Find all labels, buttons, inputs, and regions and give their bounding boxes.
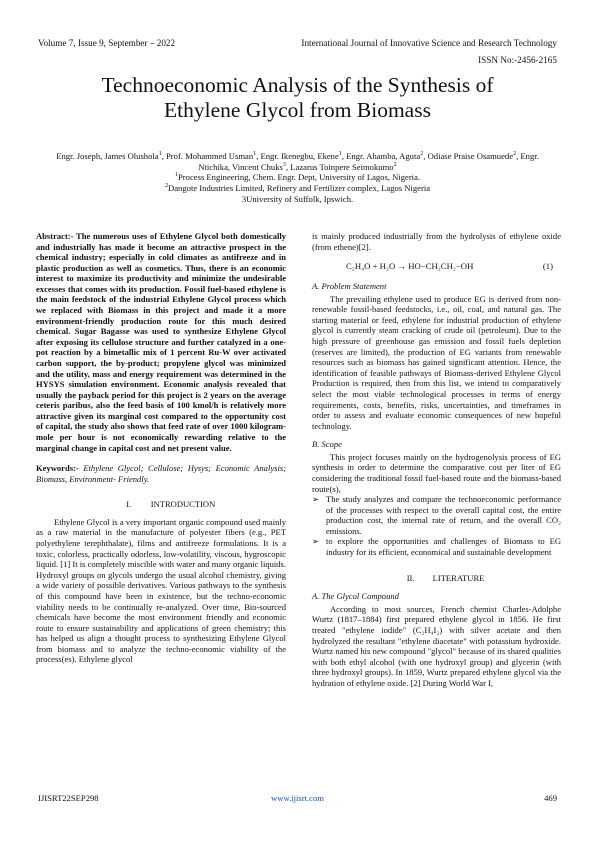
author-block bbox=[48, 151, 547, 205]
right-column bbox=[312, 231, 561, 688]
subsection-glycol-compound: A. The Glycol Compound bbox=[312, 591, 399, 602]
section-heading-introduction: I. INTRODUCTION bbox=[126, 499, 216, 510]
section-heading-literature: II. LITERATURE bbox=[406, 572, 485, 583]
intro-paragraph: Ethylene Glycol is a very important organic compound used mainly as a raw material in the manufacture of polyester fibers (e.g., PET polyethylene terephthalate), films and antifreeze formulations. It is a toxic, colorless, practically odorless, low-volatility, viscous, hygroscopic liquid. [1] It is completely miscible with water and many organic liquids. Hydroxyl groups on glycols undergo the usual alcohol chemistry, giving a wide variety of possible derivatives. Various pathways to the synthesis of this compound have been in existence, but the techno-economic viability needs to be continually re-analyzed. Over time, Bio-sourced chemicals have become the most environment friendly and economic route to ensure sustainability and applications of green chemistry; this has helped us align a thought process to synthesizing Ethylene Glycol from biomass and to analyze the techno-economic viability of the process(es). Ethylene glycol bbox=[36, 516, 286, 665]
paper-id: IJISRT22SEP298 bbox=[38, 793, 99, 803]
affiliation-1: $^1$Process Engineering, Chem. Engr. Dept, University of Lagos, Nigeria. bbox=[174, 171, 421, 183]
abstract: Abstract:- The numerous uses of Ethylene Glycol both domestically and industrially has made it become an attractive prospect in the chemical industry; especially in cold climates as antifreeze and in plastic production as well as cosmetics. Thus, there is an economic interest to maximize its productivity and minimize the undesirable excesses that comes with its production. Fossil fuel-based ethylene is the main feedstock of the industrial Ethylene Glycol process which we replaced with Biomass in this project and made it a more environment-friendly production route for this much desired chemical. Sugar Bagasse was used to synthesize Ethylene Glycol after exposing its cellulose structure and further catalyzed in a one-pot reaction by a bimetallic mix of 1 percent Ru-W over activated carbon support, the by-product; propylene glycol was minimized and the utility, mass and energy requirement was determined in the HYSYS simulation environment. Economic analysis revealed that usually the payback period for this project is 2 years on the average ceteris paribus, also the feed basis of 100 kmol/h is relatively more attractive given its marginal cost compared to the opportunity cost of capital, the study also shows that feed rate of over 1000 kilogram-mole per hour is not economically rewarding relative to the marginal change in capital cost and net present value. bbox=[36, 231, 286, 453]
bullet-item: ➢ to explore the opportunities and challenges of Biomass to EG industry for its efficient, economical and sustainable development bbox=[312, 536, 561, 558]
bullet-arrow-icon: ➢ bbox=[312, 536, 320, 547]
author-name: Engr. Ikenegbu, Ekene$^1$ bbox=[260, 150, 342, 161]
page-footer bbox=[38, 793, 557, 805]
journal-website-link[interactable]: www.ijisrt.com bbox=[271, 793, 324, 803]
author-list: Engr. Joseph, James Olushola$^1$, Prof. Mohammed Usman$^1$, Engr. Ikenegbu, Ekene$^1$, Engr. Ahamba, Aguta$^2$, Odiase Praise Osamuede$^2$, Engr. Ntichika, Vincent Chuks$^3$, Lazarus Toinpere Seimokumo$^2$ bbox=[56, 150, 539, 172]
scope-paragraph: This project focuses mainly on the hydrogenolysis process of EG synthesis in order to determine the comparative cost per liter of EG considering the traditional fossil fuel-based route and the biomass-based route(s), bbox=[312, 451, 561, 494]
author-name: Lazarus Toinpere Seimokumo$^2$ bbox=[290, 160, 397, 172]
left-column bbox=[36, 231, 286, 665]
bullet-arrow-icon: ➢ bbox=[312, 494, 320, 505]
subsection-problem-statement: A. Problem Statement bbox=[312, 281, 387, 292]
keywords: Keywords:- Ethylene Glycol; Cellulose; Hysys; Economic Analysis; Biomass, Environment- Friendly. bbox=[36, 463, 286, 484]
journal-volume: Volume 7, Issue 9, September – 2022 bbox=[38, 38, 176, 48]
affiliation-2: $^2$Dangote Industries Limited, Refinery and Fertilizer complex, Lagos Nigeria bbox=[164, 182, 431, 194]
author-name: Odiase Praise Osamuede$^2$ bbox=[427, 150, 517, 161]
glycol-paragraph: According to most sources, French chemist Charles-Adolphe Wurtz (1817–1884) first prepared ethylene glycol in 1856. He first treated "ethylene iodide" (C₂H₄I₂) with silver acetate and then hydrolyzed the resultant "ethylene diacetate" with potassium hydroxide. Wurtz named his new compound "glycol" because of its shared qualities with both ethyl alcohol (with one hydroxyl group) and glycerin (with three hydroxyl groups). In 1859, Wurtz prepared ethylene glycol via the hydration of ethylene oxide. [2] During World War I, bbox=[312, 603, 561, 688]
intro-continuation: is mainly produced industrially from the hydrolysis of ethylene oxide (from ethene)[2]. bbox=[312, 231, 561, 252]
equation-1: C₂H₄O + H₂O → HO−CH₂CH₂−OH (1) bbox=[346, 261, 553, 272]
subsection-scope: B. Scope bbox=[312, 439, 342, 450]
author-name: Prof. Mohammed Usman$^1$ bbox=[166, 150, 257, 161]
paper-title bbox=[40, 73, 555, 123]
page-number: 469 bbox=[544, 793, 557, 803]
author-name: Engr. Ahamba, Aguta$^2$ bbox=[346, 150, 424, 161]
title-line-2: Ethylene Glycol from Biomass bbox=[164, 98, 431, 122]
affiliation-3: 3University of Suffolk, Ipswich. bbox=[241, 193, 354, 204]
bullet-item: ➢ The study analyzes and compare the technoeconomic performance of the processes with respect to the overall capital cost, the entire production cost, the internal rate of return, and the overall CO₂ emissions. bbox=[312, 494, 561, 536]
problem-paragraph: The prevailing ethylene used to produce EG is derived from non-renewable fossil-based feedstocks, i.e., oil, coal, and natural gas. The starting material or feed, ethylene for industrial production of ethylene glycol is currently steam cracking of crude oil (petroleum). Due to the high pressure of greenhouse gas emission and fossil fuels depletion (reserves are limited), the production of EG variants from renewable resources such as biomass has gained significant attention. Hence, the identification of feasible pathways of Biomass-derived Ethylene Glycol Production is required, then from this list, we intend to comparatively select the most viable technological processes in terms of energy requirements, costs, benefits, risks, uncertainties, and timeframes in order to assess and evaluate economic consequences of new hopeful technology. bbox=[312, 293, 561, 431]
issn: ISSN No:-2456-2165 bbox=[478, 55, 557, 65]
journal-name: International Journal of Innovative Science and Research Technology bbox=[301, 38, 557, 48]
author-name: Engr. Joseph, James Olushola$^1$ bbox=[56, 150, 162, 161]
title-line-1: Technoeconomic Analysis of the Synthesis of bbox=[101, 73, 494, 97]
author-name: Engr. Ntichika, Vincent Chuks$^3$ bbox=[198, 151, 539, 172]
